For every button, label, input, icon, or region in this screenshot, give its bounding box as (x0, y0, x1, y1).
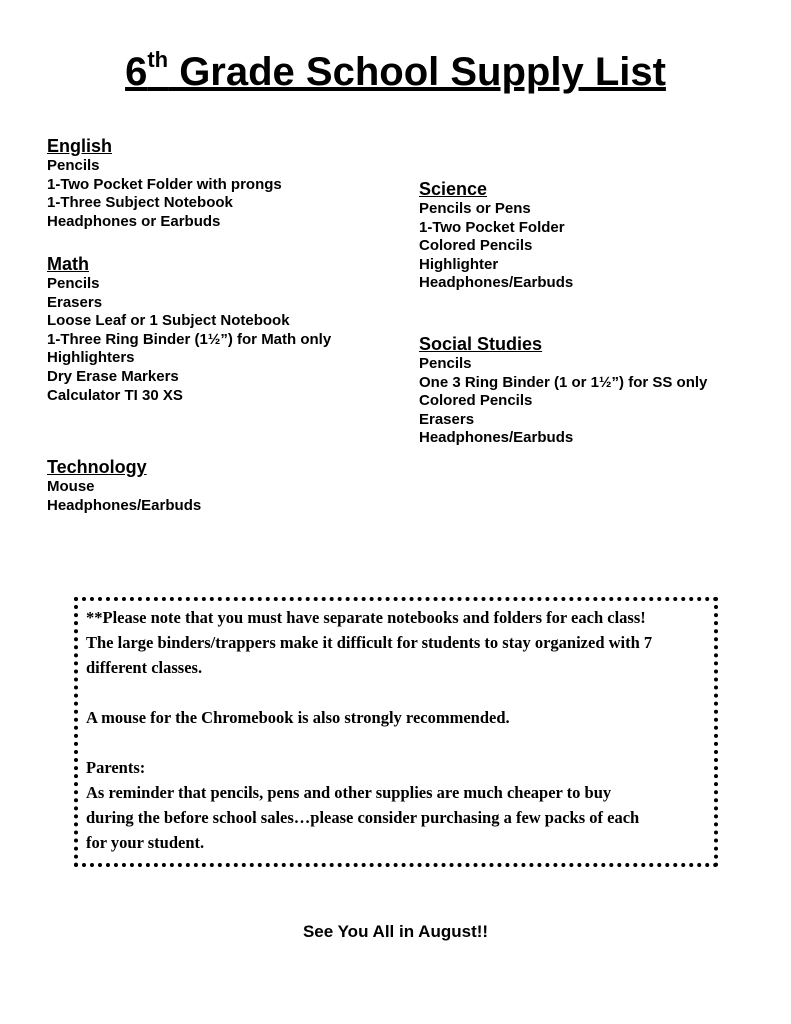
list-item: Headphones/Earbuds (419, 274, 574, 292)
notice-line: As reminder that pencils, pens and other supplies are much cheaper to buy (86, 783, 612, 802)
section-science (419, 178, 573, 293)
list-item: Calculator TI 30 XS (47, 386, 183, 404)
list-item: 1-Two Pocket Folder with prongs (47, 175, 282, 193)
supply-list (419, 200, 573, 293)
section-technology (47, 456, 201, 515)
supply-list (47, 275, 331, 405)
notice-line: during the before school sales…please consider purchasing a few packs of each (86, 808, 640, 827)
list-item: Headphones/Earbuds (47, 496, 202, 514)
list-item: Colored Pencils (419, 392, 533, 410)
list-item: Headphones/Earbuds (419, 429, 574, 447)
list-item: Pencils (419, 355, 472, 372)
supply-list (47, 478, 201, 515)
supply-list (47, 157, 282, 231)
supply-list (419, 355, 707, 448)
section-heading: Math (47, 254, 89, 274)
section-heading: Science (419, 179, 488, 199)
list-item: Pencils or Pens (419, 200, 531, 217)
list-item: 1-Three Subject Notebook (47, 194, 233, 212)
title-text: Grade School Supply List (168, 50, 666, 94)
list-item: Pencils (47, 275, 100, 292)
notice-line: **Please note that you must have separate notebooks and folders for each class! (86, 608, 646, 627)
section-english (47, 135, 282, 231)
list-item: 1-Two Pocket Folder (419, 218, 565, 236)
list-item: Highlighter (419, 255, 499, 273)
section-math (47, 253, 331, 405)
list-item: Colored Pencils (419, 237, 533, 255)
list-item: Erasers (419, 410, 475, 428)
list-item: Loose Leaf or 1 Subject Notebook (47, 312, 290, 330)
notice-line: Parents: (86, 758, 146, 777)
section-heading: Technology (47, 457, 147, 477)
list-item: Dry Erase Markers (47, 367, 179, 385)
list-item: One 3 Ring Binder (1 or 1½”) for SS only (419, 373, 708, 391)
footer-message: See You All in August!! (302, 922, 489, 941)
list-item: Pencils (47, 157, 100, 174)
spacer (86, 730, 706, 755)
section-heading: Social Studies (419, 334, 543, 354)
list-item: Headphones or Earbuds (47, 212, 221, 230)
section-social-studies (419, 333, 707, 448)
notice-line: The large binders/trappers make it difficult for students to stay organized with 7 (86, 633, 653, 652)
list-item: 1-Three Ring Binder (1½”) for Math only (47, 330, 332, 348)
list-item: Erasers (47, 293, 103, 311)
notice-box (74, 597, 718, 867)
section-heading: English (47, 136, 113, 156)
spacer (86, 680, 706, 705)
notice-line: for your student. (86, 833, 205, 852)
notice-line: different classes. (86, 658, 203, 677)
title-grade-number: 6 (125, 50, 148, 94)
list-item: Mouse (47, 478, 95, 495)
page-title (0, 46, 791, 98)
notice-line: A mouse for the Chromebook is also strongly recommended. (86, 708, 510, 727)
list-item: Highlighters (47, 349, 135, 367)
title-ordinal-suffix: th (147, 47, 169, 72)
